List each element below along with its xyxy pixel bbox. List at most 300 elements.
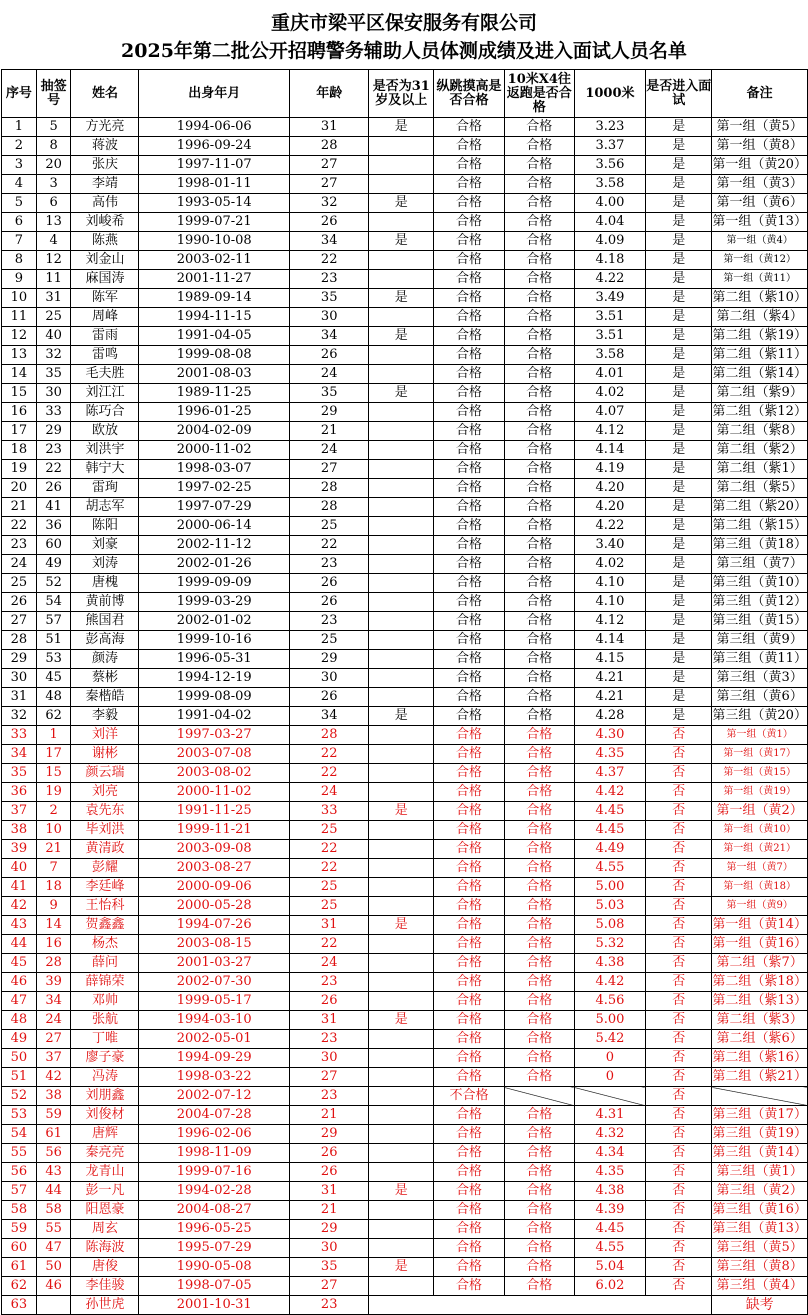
cell-draw-no: 50 xyxy=(36,1258,71,1277)
cell-1000m: 4.32 xyxy=(574,1125,645,1144)
cell-draw-no: 25 xyxy=(36,308,71,327)
cell-birth: 2000-09-06 xyxy=(139,878,290,897)
cell-remark: 第三组（黄6） xyxy=(712,688,808,707)
cell-1000m: 4.42 xyxy=(574,973,645,992)
cell-seq: 45 xyxy=(2,954,37,973)
cell-seq: 62 xyxy=(2,1277,37,1296)
cell-shuttle: 合格 xyxy=(504,536,574,555)
cell-interview: 是 xyxy=(646,327,712,346)
table-row xyxy=(2,1239,808,1258)
cell-interview: 是 xyxy=(646,232,712,251)
cell-shuttle: 合格 xyxy=(504,1068,574,1087)
cell-seq: 60 xyxy=(2,1239,37,1258)
cell-interview: 否 xyxy=(646,1258,712,1277)
cell-birth: 2004-07-28 xyxy=(139,1106,290,1125)
cell-jump: 合格 xyxy=(434,1277,505,1296)
cell-remark: 第二组（紫20） xyxy=(712,498,808,517)
cell-name: 熊国君 xyxy=(71,612,139,631)
cell-draw-no: 16 xyxy=(36,935,71,954)
table-row xyxy=(2,650,808,669)
cell-1000m: 4.14 xyxy=(574,631,645,650)
cell-1000m: 4.28 xyxy=(574,707,645,726)
cell-draw-no: 8 xyxy=(36,137,71,156)
cell-jump: 合格 xyxy=(434,270,505,289)
cell-interview: 否 xyxy=(646,1011,712,1030)
cell-age: 28 xyxy=(289,479,368,498)
cell-birth: 1994-03-10 xyxy=(139,1011,290,1030)
cell-name: 李靖 xyxy=(71,175,139,194)
cell-remark: 第三组（黄19） xyxy=(712,1125,808,1144)
cell-interview: 否 xyxy=(646,935,712,954)
cell-interview: 否 xyxy=(646,1239,712,1258)
cell-name: 陈燕 xyxy=(71,232,139,251)
cell-name: 秦亮亮 xyxy=(71,1144,139,1163)
cell-over31 xyxy=(369,859,434,878)
cell-remark: 第一组（黄7） xyxy=(712,859,808,878)
cell-name: 蒋波 xyxy=(71,137,139,156)
cell-name: 王怡科 xyxy=(71,897,139,916)
cell-remark: 第三组（黄11） xyxy=(712,650,808,669)
cell-remark: 第二组（紫3） xyxy=(712,1011,808,1030)
cell-interview: 否 xyxy=(646,1201,712,1220)
cell-interview: 是 xyxy=(646,669,712,688)
cell-1000m: 4.14 xyxy=(574,441,645,460)
cell-1000m: 5.04 xyxy=(574,1258,645,1277)
cell-birth: 1996-05-31 xyxy=(139,650,290,669)
cell-1000m: 4.18 xyxy=(574,251,645,270)
cell-age: 29 xyxy=(289,1125,368,1144)
cell-1000m: 3.58 xyxy=(574,175,645,194)
cell-over31 xyxy=(369,251,434,270)
header-over31: 是否为31岁及以上 xyxy=(369,70,434,118)
cell-age: 29 xyxy=(289,650,368,669)
cell-1000m: 4.09 xyxy=(574,232,645,251)
cell-shuttle: 合格 xyxy=(504,1011,574,1030)
cell-name: 薛锦荣 xyxy=(71,973,139,992)
cell-age: 22 xyxy=(289,251,368,270)
cell-shuttle: 合格 xyxy=(504,821,574,840)
cell-seq: 34 xyxy=(2,745,37,764)
cell-name: 韩宁大 xyxy=(71,460,139,479)
cell-remark: 第三组（黄10） xyxy=(712,574,808,593)
cell-1000m: 4.56 xyxy=(574,992,645,1011)
cell-over31: 是 xyxy=(369,289,434,308)
cell-draw-no: 59 xyxy=(36,1106,71,1125)
table-row xyxy=(2,422,808,441)
cell-1000m: 4.55 xyxy=(574,1239,645,1258)
cell-jump: 合格 xyxy=(434,1106,505,1125)
cell-jump: 合格 xyxy=(434,460,505,479)
cell-remark: 第一组（黄12） xyxy=(712,251,808,270)
cell-name: 刘洋 xyxy=(71,726,139,745)
cell-age: 26 xyxy=(289,346,368,365)
cell-birth: 2004-02-09 xyxy=(139,422,290,441)
cell-remark: 第三组（黄12） xyxy=(712,593,808,612)
cell-over31: 是 xyxy=(369,1258,434,1277)
cell-name: 刘亮 xyxy=(71,783,139,802)
cell-interview: 否 xyxy=(646,1049,712,1068)
cell-seq: 4 xyxy=(2,175,37,194)
cell-birth: 1996-05-25 xyxy=(139,1220,290,1239)
cell-over31 xyxy=(369,764,434,783)
cell-name: 阳恩豪 xyxy=(71,1201,139,1220)
cell-shuttle: 合格 xyxy=(504,878,574,897)
cell-jump: 合格 xyxy=(434,498,505,517)
cell-seq: 48 xyxy=(2,1011,37,1030)
cell-over31: 是 xyxy=(369,232,434,251)
cell-name: 黄清政 xyxy=(71,840,139,859)
cell-interview: 是 xyxy=(646,422,712,441)
cell-over31 xyxy=(369,1144,434,1163)
cell-birth: 1994-12-19 xyxy=(139,669,290,688)
cell-draw-no: 3 xyxy=(36,175,71,194)
cell-draw-no: 49 xyxy=(36,555,71,574)
cell-seq: 42 xyxy=(2,897,37,916)
cell-shuttle: 合格 xyxy=(504,612,574,631)
cell-shuttle: 合格 xyxy=(504,1125,574,1144)
cell-birth: 1999-08-08 xyxy=(139,346,290,365)
cell-jump: 合格 xyxy=(434,916,505,935)
cell-remark: 第三组（黄13） xyxy=(712,1220,808,1239)
cell-1000m: 4.01 xyxy=(574,365,645,384)
cell-birth: 2003-08-15 xyxy=(139,935,290,954)
cell-name: 雷雨 xyxy=(71,327,139,346)
cell-over31 xyxy=(369,308,434,327)
cell-name: 刘俊材 xyxy=(71,1106,139,1125)
table-row xyxy=(2,156,808,175)
cell-interview: 是 xyxy=(646,612,712,631)
cell-interview: 否 xyxy=(646,764,712,783)
cell-seq: 1 xyxy=(2,118,37,137)
cell-jump: 合格 xyxy=(434,384,505,403)
table-row xyxy=(2,270,808,289)
cell-birth: 1990-05-08 xyxy=(139,1258,290,1277)
cell-interview: 否 xyxy=(646,1087,712,1106)
cell-seq: 16 xyxy=(2,403,37,422)
cell-shuttle: 合格 xyxy=(504,460,574,479)
cell-shuttle: 合格 xyxy=(504,479,574,498)
table-header-row xyxy=(2,70,808,118)
table-row xyxy=(2,1030,808,1049)
cell-shuttle: 合格 xyxy=(504,1258,574,1277)
cell-birth: 2002-01-02 xyxy=(139,612,290,631)
cell-jump: 合格 xyxy=(434,612,505,631)
table-row xyxy=(2,954,808,973)
cell-name: 黄前博 xyxy=(71,593,139,612)
cell-name: 谢彬 xyxy=(71,745,139,764)
table-row xyxy=(2,327,808,346)
cell-age: 22 xyxy=(289,935,368,954)
cell-1000m: 4.02 xyxy=(574,555,645,574)
cell-age: 31 xyxy=(289,118,368,137)
cell-interview: 否 xyxy=(646,821,712,840)
cell-1000m: 3.51 xyxy=(574,327,645,346)
cell-seq: 61 xyxy=(2,1258,37,1277)
cell-interview: 是 xyxy=(646,574,712,593)
cell-remark: 第三组（黄4） xyxy=(712,1277,808,1296)
cell-remark: 第三组（黄1） xyxy=(712,1163,808,1182)
cell-age: 27 xyxy=(289,156,368,175)
table-row xyxy=(2,802,808,821)
cell-jump: 合格 xyxy=(434,1258,505,1277)
cell-draw-no: 61 xyxy=(36,1125,71,1144)
cell-over31: 是 xyxy=(369,327,434,346)
cell-age: 22 xyxy=(289,536,368,555)
cell-shuttle: 合格 xyxy=(504,897,574,916)
cell-remark: 第一组（黄17） xyxy=(712,745,808,764)
cell-age: 31 xyxy=(289,1011,368,1030)
cell-name: 李佳骏 xyxy=(71,1277,139,1296)
header-1000m: 1000米 xyxy=(574,70,645,118)
cell-shuttle: 合格 xyxy=(504,1030,574,1049)
cell-shuttle: 合格 xyxy=(504,973,574,992)
cell-age: 24 xyxy=(289,441,368,460)
cell-draw-no: 42 xyxy=(36,1068,71,1087)
table-row xyxy=(2,555,808,574)
cell-jump: 合格 xyxy=(434,897,505,916)
cell-over31 xyxy=(369,1030,434,1049)
cell-remark: 第一组（黄14） xyxy=(712,916,808,935)
cell-jump: 合格 xyxy=(434,289,505,308)
header-remark: 备注 xyxy=(712,70,808,118)
cell-remark: 第一组（黄16） xyxy=(712,935,808,954)
cell-1000m: 4.19 xyxy=(574,460,645,479)
cell-age: 23 xyxy=(289,1296,368,1315)
cell-seq: 20 xyxy=(2,479,37,498)
cell-birth: 1999-11-21 xyxy=(139,821,290,840)
cell-jump: 合格 xyxy=(434,1144,505,1163)
cell-draw-no: 40 xyxy=(36,327,71,346)
header-name: 姓名 xyxy=(71,70,139,118)
table-row xyxy=(2,1125,808,1144)
cell-name: 孙世虎 xyxy=(71,1296,139,1315)
cell-name: 刘洪宇 xyxy=(71,441,139,460)
cell-name: 陈海波 xyxy=(71,1239,139,1258)
cell-seq: 25 xyxy=(2,574,37,593)
table-row xyxy=(2,669,808,688)
cell-age: 27 xyxy=(289,175,368,194)
cell-seq: 44 xyxy=(2,935,37,954)
cell-shuttle: 合格 xyxy=(504,859,574,878)
cell-birth: 2001-10-31 xyxy=(139,1296,290,1315)
cell-shuttle: 合格 xyxy=(504,1049,574,1068)
cell-1000m: 4.04 xyxy=(574,213,645,232)
cell-remark: 第一组（黄19） xyxy=(712,783,808,802)
results-table xyxy=(1,69,808,1315)
cell-draw-no: 1 xyxy=(36,726,71,745)
cell-remark: 第三组（黄16） xyxy=(712,1201,808,1220)
cell-draw-no: 58 xyxy=(36,1201,71,1220)
cell-seq: 43 xyxy=(2,916,37,935)
cell-draw-no: 36 xyxy=(36,517,71,536)
cell-name: 麻国涛 xyxy=(71,270,139,289)
cell-shuttle: 合格 xyxy=(504,232,574,251)
cell-interview: 否 xyxy=(646,878,712,897)
header-jump: 纵跳摸高是否合格 xyxy=(434,70,505,118)
cell-over31 xyxy=(369,403,434,422)
cell-over31 xyxy=(369,650,434,669)
cell-seq: 5 xyxy=(2,194,37,213)
cell-remark: 第一组（黄20） xyxy=(712,156,808,175)
cell-jump: 合格 xyxy=(434,137,505,156)
cell-jump: 合格 xyxy=(434,1125,505,1144)
cell-1000m: 3.37 xyxy=(574,137,645,156)
cell-birth: 2003-08-27 xyxy=(139,859,290,878)
cell-name: 彭高海 xyxy=(71,631,139,650)
cell-birth: 2000-11-02 xyxy=(139,783,290,802)
table-row xyxy=(2,251,808,270)
cell-birth: 1991-04-02 xyxy=(139,707,290,726)
cell-seq: 47 xyxy=(2,992,37,1011)
cell-name: 雷珣 xyxy=(71,479,139,498)
cell-name: 李毅 xyxy=(71,707,139,726)
cell-shuttle: 合格 xyxy=(504,441,574,460)
cell-name: 刘江江 xyxy=(71,384,139,403)
cell-birth: 1997-03-27 xyxy=(139,726,290,745)
cell-over31 xyxy=(369,536,434,555)
cell-interview: 是 xyxy=(646,365,712,384)
cell-jump: 合格 xyxy=(434,232,505,251)
header-shuttle: 10米X4往返跑是否合格 xyxy=(504,70,574,118)
cell-interview: 是 xyxy=(646,593,712,612)
cell-shuttle: 合格 xyxy=(504,403,574,422)
cell-1000m: 5.00 xyxy=(574,1011,645,1030)
cell-empty xyxy=(369,1296,712,1315)
cell-name: 胡志军 xyxy=(71,498,139,517)
cell-jump: 合格 xyxy=(434,764,505,783)
cell-age: 28 xyxy=(289,498,368,517)
cell-seq: 19 xyxy=(2,460,37,479)
cell-over31: 是 xyxy=(369,194,434,213)
cell-seq: 51 xyxy=(2,1068,37,1087)
cell-over31 xyxy=(369,840,434,859)
cell-age: 35 xyxy=(289,1258,368,1277)
cell-birth: 2003-02-11 xyxy=(139,251,290,270)
cell-name: 冯涛 xyxy=(71,1068,139,1087)
cell-over31 xyxy=(369,726,434,745)
cell-age: 26 xyxy=(289,574,368,593)
cell-interview: 是 xyxy=(646,289,712,308)
cell-shuttle: 合格 xyxy=(504,308,574,327)
cell-shuttle: 合格 xyxy=(504,707,574,726)
cell-shuttle: 合格 xyxy=(504,384,574,403)
cell-age: 26 xyxy=(289,213,368,232)
cell-age: 26 xyxy=(289,688,368,707)
cell-jump: 合格 xyxy=(434,1049,505,1068)
cell-1000m: 4.37 xyxy=(574,764,645,783)
cell-draw-no: 53 xyxy=(36,650,71,669)
cell-shuttle: 合格 xyxy=(504,1201,574,1220)
cell-shuttle: 合格 xyxy=(504,764,574,783)
cell-jump: 合格 xyxy=(434,631,505,650)
cell-shuttle: 合格 xyxy=(504,251,574,270)
cell-draw-no: 11 xyxy=(36,270,71,289)
cell-interview: 是 xyxy=(646,479,712,498)
header-age: 年龄 xyxy=(289,70,368,118)
cell-remark: 第二组（紫9） xyxy=(712,384,808,403)
cell-shuttle: 合格 xyxy=(504,1163,574,1182)
cell-age: 28 xyxy=(289,726,368,745)
cell-1000m: 4.21 xyxy=(574,688,645,707)
cell-name: 邓帅 xyxy=(71,992,139,1011)
cell-draw-no: 48 xyxy=(36,688,71,707)
cell-draw-no: 14 xyxy=(36,916,71,935)
cell-seq: 57 xyxy=(2,1182,37,1201)
cell-seq: 9 xyxy=(2,270,37,289)
cell-jump: 合格 xyxy=(434,365,505,384)
cell-birth: 1999-07-21 xyxy=(139,213,290,232)
cell-over31 xyxy=(369,555,434,574)
cell-jump: 合格 xyxy=(434,593,505,612)
cell-age: 26 xyxy=(289,593,368,612)
cell-remark: 第一组（黄2） xyxy=(712,802,808,821)
cell-age: 23 xyxy=(289,1030,368,1049)
cell-seq: 24 xyxy=(2,555,37,574)
cell-interview: 否 xyxy=(646,840,712,859)
cell-over31 xyxy=(369,460,434,479)
cell-age: 31 xyxy=(289,916,368,935)
cell-name: 张航 xyxy=(71,1011,139,1030)
table-row xyxy=(2,1277,808,1296)
cell-shuttle: 合格 xyxy=(504,593,574,612)
cell-birth: 2000-06-14 xyxy=(139,517,290,536)
cell-draw-no: 22 xyxy=(36,460,71,479)
cell-draw-no: 10 xyxy=(36,821,71,840)
cell-interview: 否 xyxy=(646,916,712,935)
cell-1000m: 3.58 xyxy=(574,346,645,365)
cell-jump: 合格 xyxy=(434,783,505,802)
cell-name: 杨杰 xyxy=(71,935,139,954)
table-row xyxy=(2,1049,808,1068)
cell-jump: 合格 xyxy=(434,973,505,992)
cell-seq: 11 xyxy=(2,308,37,327)
cell-age: 27 xyxy=(289,1277,368,1296)
cell-shuttle: 合格 xyxy=(504,422,574,441)
cell-1000m: 4.21 xyxy=(574,669,645,688)
cell-age: 26 xyxy=(289,1163,368,1182)
cell-birth: 1998-07-05 xyxy=(139,1277,290,1296)
cell-1000m: 5.32 xyxy=(574,935,645,954)
cell-jump: 合格 xyxy=(434,878,505,897)
cell-jump: 合格 xyxy=(434,669,505,688)
cell-seq: 17 xyxy=(2,422,37,441)
cell-draw-no: 46 xyxy=(36,1277,71,1296)
cell-jump: 合格 xyxy=(434,175,505,194)
cell-birth: 1991-04-05 xyxy=(139,327,290,346)
cell-draw-no: 55 xyxy=(36,1220,71,1239)
cell-birth: 2001-11-27 xyxy=(139,270,290,289)
cell-over31 xyxy=(369,1239,434,1258)
cell-over31 xyxy=(369,574,434,593)
cell-interview: 是 xyxy=(646,270,712,289)
table-row xyxy=(2,992,808,1011)
cell-birth: 1999-07-16 xyxy=(139,1163,290,1182)
cell-over31 xyxy=(369,346,434,365)
cell-birth: 2002-07-12 xyxy=(139,1087,290,1106)
cell-shuttle: 合格 xyxy=(504,650,574,669)
cell-birth: 1995-07-29 xyxy=(139,1239,290,1258)
cell-seq: 27 xyxy=(2,612,37,631)
cell-age: 34 xyxy=(289,327,368,346)
cell-jump: 合格 xyxy=(434,118,505,137)
cell-name: 贺鑫鑫 xyxy=(71,916,139,935)
cell-remark: 第二组（紫7） xyxy=(712,954,808,973)
cell-jump: 合格 xyxy=(434,574,505,593)
cell-name: 颜涛 xyxy=(71,650,139,669)
cell-seq: 8 xyxy=(2,251,37,270)
cell-draw-no: 45 xyxy=(36,669,71,688)
cell-1000m: 4.00 xyxy=(574,194,645,213)
